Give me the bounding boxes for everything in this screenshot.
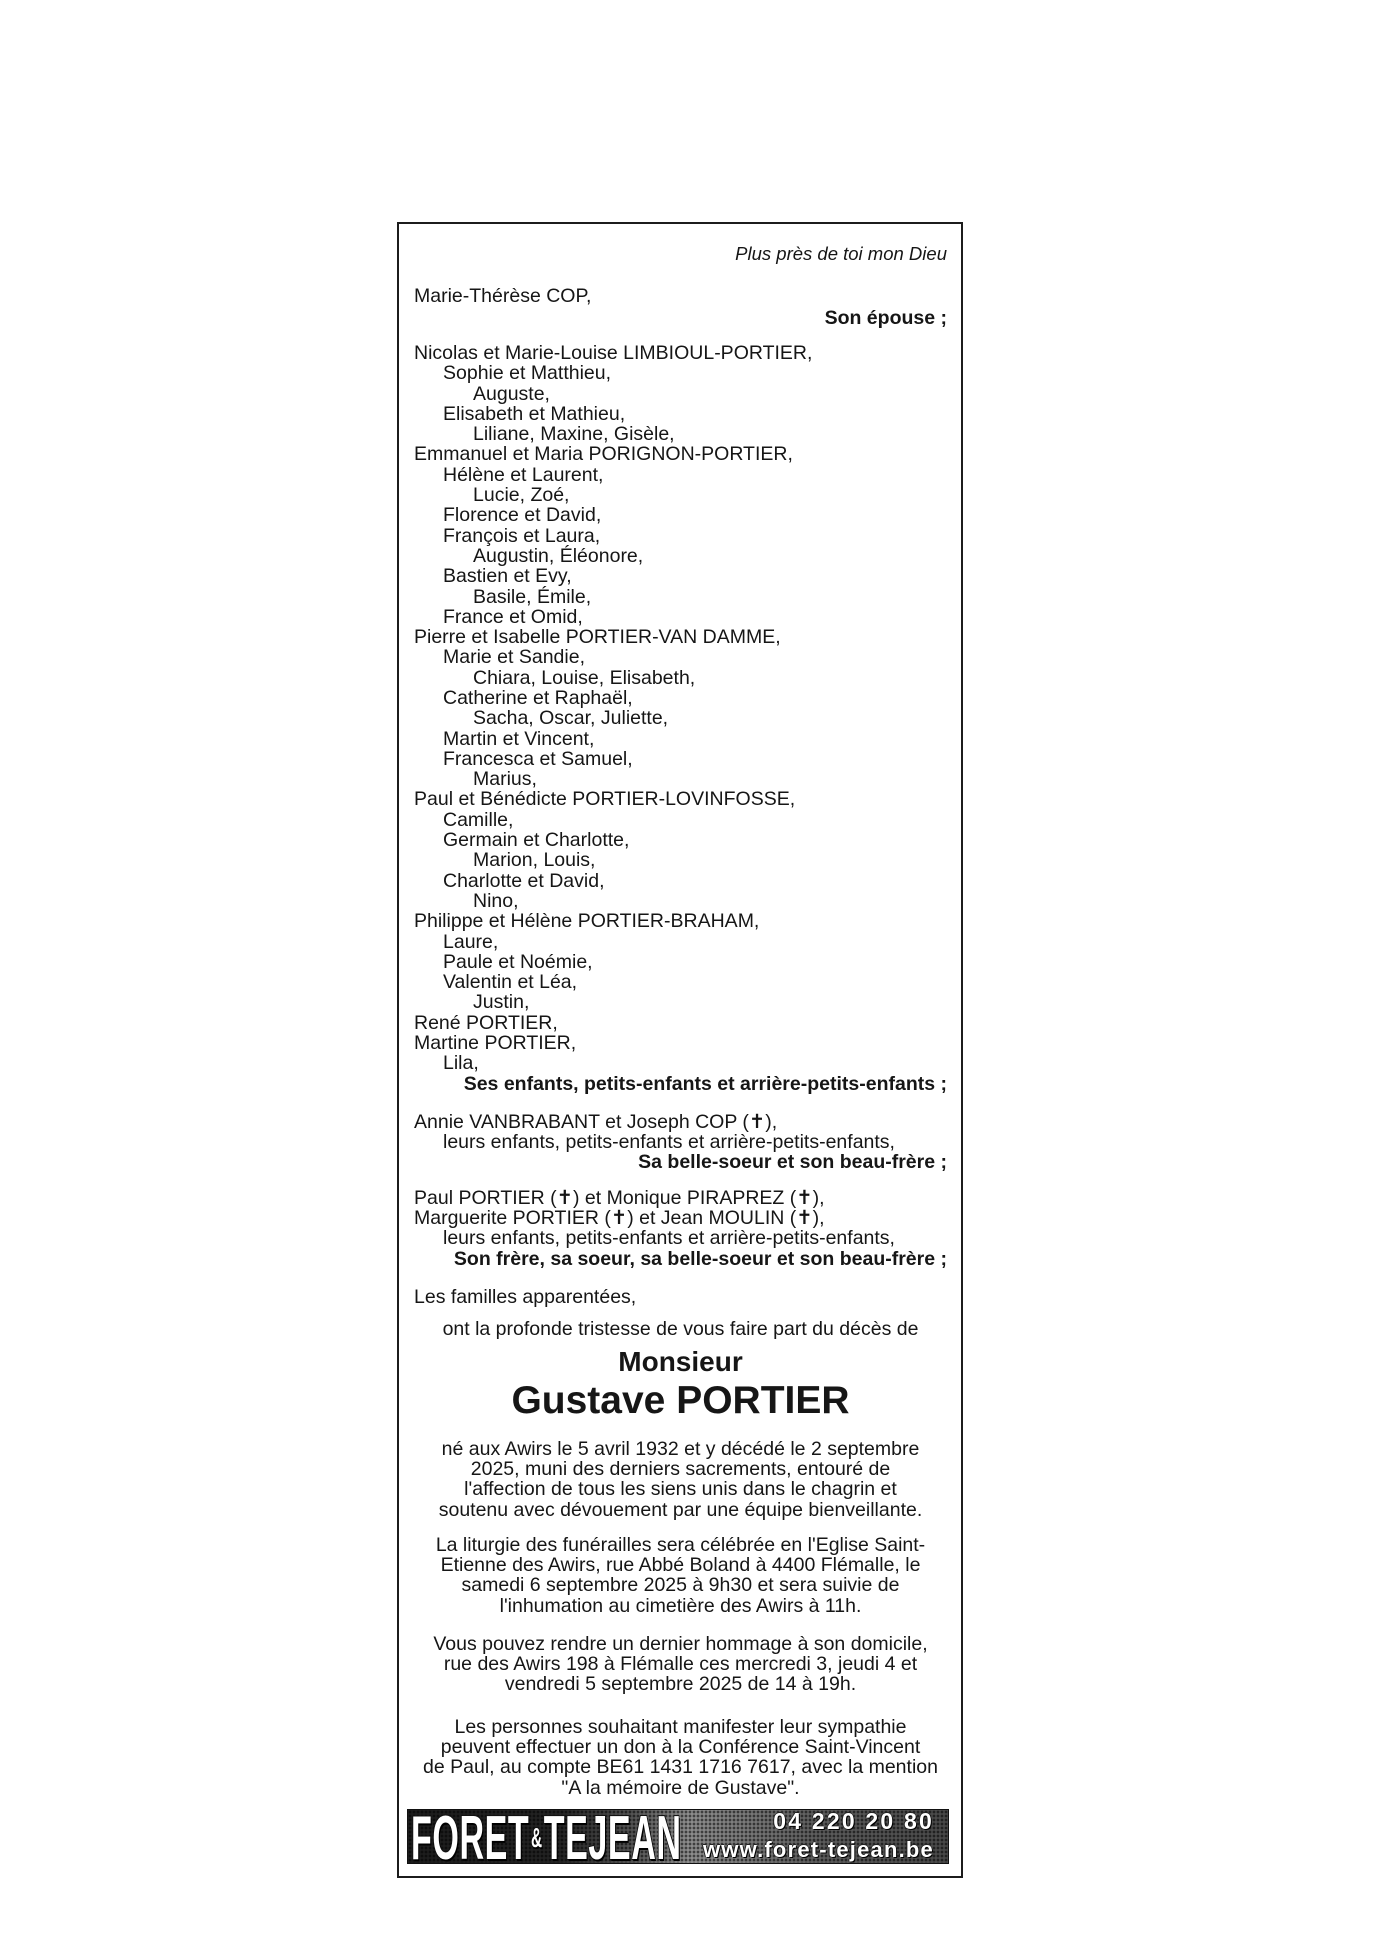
grandchild-family: Paule et Noémie, bbox=[443, 950, 593, 973]
grandchild-family: Martin et Vincent, bbox=[443, 727, 595, 750]
paragraph-line: peuvent effectuer un don à la Conférence Saint-Vincent bbox=[440, 1736, 921, 1759]
in-law-relation: Sa belle-soeur et son beau-frère ; bbox=[638, 1151, 947, 1174]
paragraph-line: de Paul, au compte BE61 1431 1716 7617, avec la mention bbox=[423, 1756, 938, 1779]
phone-number: 04 220 20 80 bbox=[773, 1808, 934, 1834]
grandchild-family: Hélène et Laurent, bbox=[443, 463, 604, 486]
deceased-name: Gustave PORTIER bbox=[511, 1378, 850, 1422]
motto: Plus près de toi mon Dieu bbox=[735, 243, 947, 264]
paragraph-line: Etienne des Awirs, rue Abbé Boland à 4400 Flémalle, le bbox=[440, 1554, 921, 1577]
great-grandchildren: Nino, bbox=[473, 889, 519, 912]
child-family: René PORTIER, bbox=[414, 1011, 558, 1034]
great-grandchildren: Marion, Louis, bbox=[473, 849, 596, 872]
grandchild-family: Laure, bbox=[443, 930, 499, 953]
paragraph-line: 2025, muni des derniers sacrements, entouré de bbox=[470, 1458, 891, 1481]
great-grandchildren: Lucie, Zoé, bbox=[473, 484, 570, 507]
child-family: Philippe et Hélène PORTIER-BRAHAM, bbox=[414, 910, 760, 933]
spouse-relation: Son épouse ; bbox=[824, 306, 947, 329]
children-list bbox=[414, 343, 947, 1094]
grandchild-family: Valentin et Léa, bbox=[443, 971, 578, 994]
great-grandchildren: Basile, Émile, bbox=[473, 585, 592, 608]
grandchild-family: Florence et David, bbox=[443, 504, 602, 527]
logo-ampersand: & bbox=[530, 1821, 543, 1853]
paragraph-line: né aux Awirs le 5 avril 1932 et y décédé le 2 septembre bbox=[441, 1437, 920, 1460]
grandchild-family: François et Laura, bbox=[443, 524, 601, 547]
funeral-home-logo bbox=[411, 1810, 682, 1863]
grandchild-family: Marie et Sandie, bbox=[443, 646, 585, 669]
grandchild-family: Sophie et Matthieu, bbox=[443, 362, 612, 385]
announcement: ont la profonde tristesse de vous faire part du décès de bbox=[442, 1317, 919, 1340]
paragraph-line: soutenu avec dévouement par une équipe bienveillante. bbox=[438, 1498, 923, 1521]
grandchild-family: Lila, bbox=[443, 1052, 479, 1075]
great-grandchildren: Auguste, bbox=[473, 382, 550, 405]
sibling-names: Paul PORTIER (✝) et Monique PIRAPREZ (✝), bbox=[414, 1186, 825, 1209]
great-grandchildren: Justin, bbox=[473, 991, 530, 1014]
logo-part-1: FORET bbox=[411, 1808, 530, 1864]
sibling-relation: Son frère, sa soeur, sa belle-soeur et son beau-frère ; bbox=[453, 1247, 947, 1270]
death-notice bbox=[397, 222, 963, 1878]
grandchild-family: France et Omid, bbox=[443, 605, 583, 628]
great-grandchildren: Liliane, Maxine, Gisèle, bbox=[473, 423, 675, 446]
paragraph-line: rue des Awirs 198 à Flémalle ces mercredi 3, jeudi 4 et bbox=[443, 1653, 918, 1676]
paragraph-line: l'affection de tous les siens unis dans le chagrin et bbox=[464, 1478, 897, 1501]
in-law-names: Annie VANBRABANT et Joseph COP (✝), bbox=[414, 1110, 778, 1133]
funeral-home-contact bbox=[703, 1810, 934, 1861]
funeral-home-banner bbox=[407, 1809, 949, 1864]
spouse-name: Marie-Thérèse COP, bbox=[414, 284, 592, 307]
grandchild-family: Camille, bbox=[443, 808, 514, 831]
children-relation: Ses enfants, petits-enfants et arrière-petits-enfants ; bbox=[463, 1072, 947, 1095]
honorific: Monsieur bbox=[618, 1345, 743, 1377]
great-grandchildren: Chiara, Louise, Elisabeth, bbox=[473, 666, 696, 689]
great-grandchildren: Sacha, Oscar, Juliette, bbox=[473, 707, 669, 730]
sibling-names: Marguerite PORTIER (✝) et Jean MOULIN (✝), bbox=[414, 1207, 825, 1230]
great-grandchildren: Augustin, Éléonore, bbox=[473, 544, 644, 567]
great-grandchildren: Marius, bbox=[473, 768, 537, 791]
grandchild-family: Francesca et Samuel, bbox=[443, 747, 633, 770]
child-family: Nicolas et Marie-Louise LIMBIOUL-PORTIER, bbox=[414, 341, 813, 364]
child-family: Emmanuel et Maria PORIGNON-PORTIER, bbox=[414, 443, 793, 466]
visitation-paragraph bbox=[414, 1634, 947, 1695]
paragraph-line: Les personnes souhaitant manifester leur sympathie bbox=[454, 1715, 907, 1738]
grandchild-family: Bastien et Evy, bbox=[443, 565, 572, 588]
paragraph-line: vendredi 5 septembre 2025 de 14 à 19h. bbox=[504, 1673, 857, 1696]
grandchild-family: Germain et Charlotte, bbox=[443, 829, 630, 852]
in-law-descendants: leurs enfants, petits-enfants et arrière-petits-enfants, bbox=[443, 1131, 895, 1154]
paragraph-line: "A la mémoire de Gustave". bbox=[561, 1776, 800, 1799]
grandchild-family: Charlotte et David, bbox=[443, 869, 605, 892]
funeral-paragraph bbox=[414, 1535, 947, 1616]
donation-paragraph bbox=[414, 1717, 947, 1798]
child-family: Paul et Bénédicte PORTIER-LOVINFOSSE, bbox=[414, 788, 796, 811]
birth-death-paragraph bbox=[414, 1439, 947, 1520]
sibling-descendants: leurs enfants, petits-enfants et arrière-petits-enfants, bbox=[443, 1227, 895, 1250]
child-family: Pierre et Isabelle PORTIER-VAN DAMME, bbox=[414, 626, 781, 649]
grandchild-family: Elisabeth et Mathieu, bbox=[443, 402, 626, 425]
sibling-section bbox=[414, 1188, 947, 1269]
paragraph-line: La liturgie des funérailles sera célébrée en l'Eglise Saint- bbox=[435, 1533, 926, 1556]
logo-part-2: TEJEAN bbox=[543, 1808, 682, 1864]
child-family: Martine PORTIER, bbox=[414, 1032, 577, 1055]
paragraph-line: l'inhumation au cimetière des Awirs à 11h. bbox=[499, 1594, 862, 1617]
related-families: Les familles apparentées, bbox=[414, 1285, 637, 1308]
grandchild-family: Catherine et Raphaël, bbox=[443, 687, 633, 709]
paragraph-line: Vous pouvez rendre un dernier hommage à son domicile, bbox=[433, 1632, 928, 1655]
in-law-section bbox=[414, 1112, 947, 1173]
paragraph-line: samedi 6 septembre 2025 à 9h30 et sera suivie de bbox=[461, 1574, 900, 1597]
website: www.foret-tejean.be bbox=[702, 1836, 934, 1862]
